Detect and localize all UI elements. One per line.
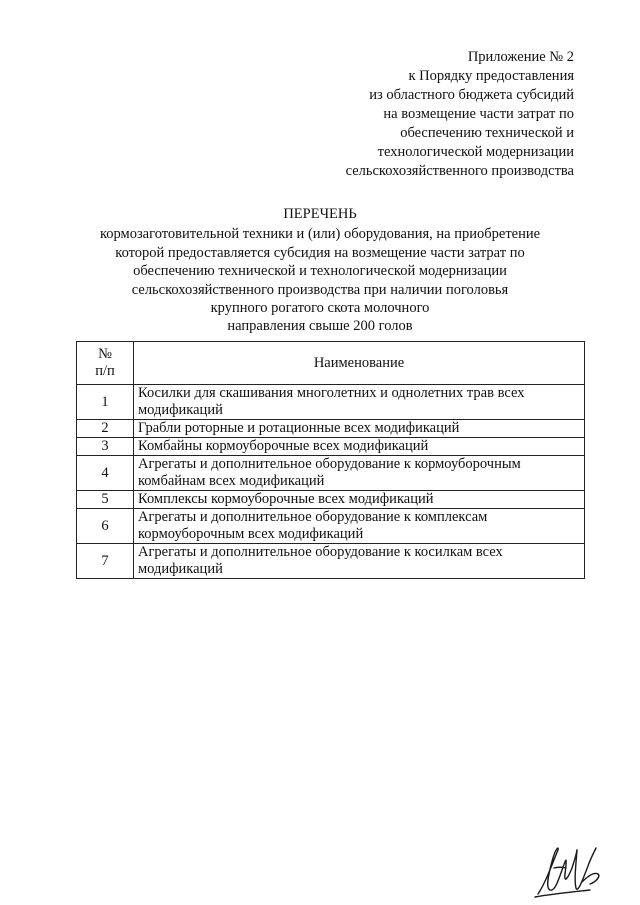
equipment-table <box>76 341 585 579</box>
appendix-line: из областного бюджета субсидий <box>369 87 574 103</box>
table-row <box>77 438 585 456</box>
appendix-line: обеспечению технической и <box>400 125 574 141</box>
row-number: 7 <box>77 544 134 579</box>
row-name: Комплексы кормоуборочные всех модификаций <box>134 491 585 509</box>
subtitle-line: сельскохозяйственного производства при наличии поголовья <box>131 281 509 298</box>
row-number: 2 <box>77 420 134 438</box>
row-name: Агрегаты и дополнительное оборудование к комплексам кормоуборочным всех модификаций <box>134 509 585 544</box>
row-name: Агрегаты и дополнительное оборудование к косилкам всех модификаций <box>134 544 585 579</box>
table-header-row <box>77 342 585 385</box>
row-number: 3 <box>77 438 134 456</box>
appendix-line: Приложение № 2 <box>467 49 574 65</box>
row-name: Комбайны кормоуборочные всех модификаций <box>134 438 585 456</box>
row-number: 5 <box>77 491 134 509</box>
subtitle-line: обеспечению технической и технологической модернизации <box>133 263 507 280</box>
table-row <box>77 385 585 420</box>
title-subtitle <box>90 225 550 335</box>
header-name: Наименование <box>134 342 585 385</box>
header-number-abbr: п/п <box>95 363 115 379</box>
subtitle-line: направления свыше 200 голов <box>227 318 413 335</box>
subtitle-line: кормозаготовительной техники и (или) оборудования, на приобретение <box>99 226 541 243</box>
title-heading: ПЕРЕЧЕНЬ <box>283 206 357 222</box>
row-number: 4 <box>77 456 134 491</box>
row-name: Грабли роторные и ротационные всех модификаций <box>134 420 585 438</box>
subtitle-line: которой предоставляется субсидия на возмещение части затрат по <box>115 244 525 261</box>
appendix-header <box>346 48 574 181</box>
row-number: 6 <box>77 509 134 544</box>
row-name: Агрегаты и дополнительное оборудование к кормоуборочным комбайнам всех модификаций <box>134 456 585 491</box>
table-row <box>77 509 585 544</box>
subtitle-line: крупного рогатого скота молочного <box>210 300 430 317</box>
table-row <box>77 491 585 509</box>
row-number: 1 <box>77 385 134 420</box>
table-row <box>77 544 585 579</box>
table-row <box>77 456 585 491</box>
appendix-line: к Порядку предоставления <box>408 68 574 84</box>
appendix-line: на возмещение части затрат по <box>383 106 574 122</box>
document-title <box>90 205 550 336</box>
appendix-line: технологической модернизации <box>377 144 574 160</box>
handwritten-signature-icon <box>532 838 604 900</box>
appendix-line: сельскохозяйственного производства <box>345 163 574 179</box>
row-name: Косилки для скашивания многолетних и однолетних трав всех модификаций <box>134 385 585 420</box>
header-number-symbol: № <box>98 346 112 362</box>
table-row <box>77 420 585 438</box>
header-number <box>77 342 134 385</box>
